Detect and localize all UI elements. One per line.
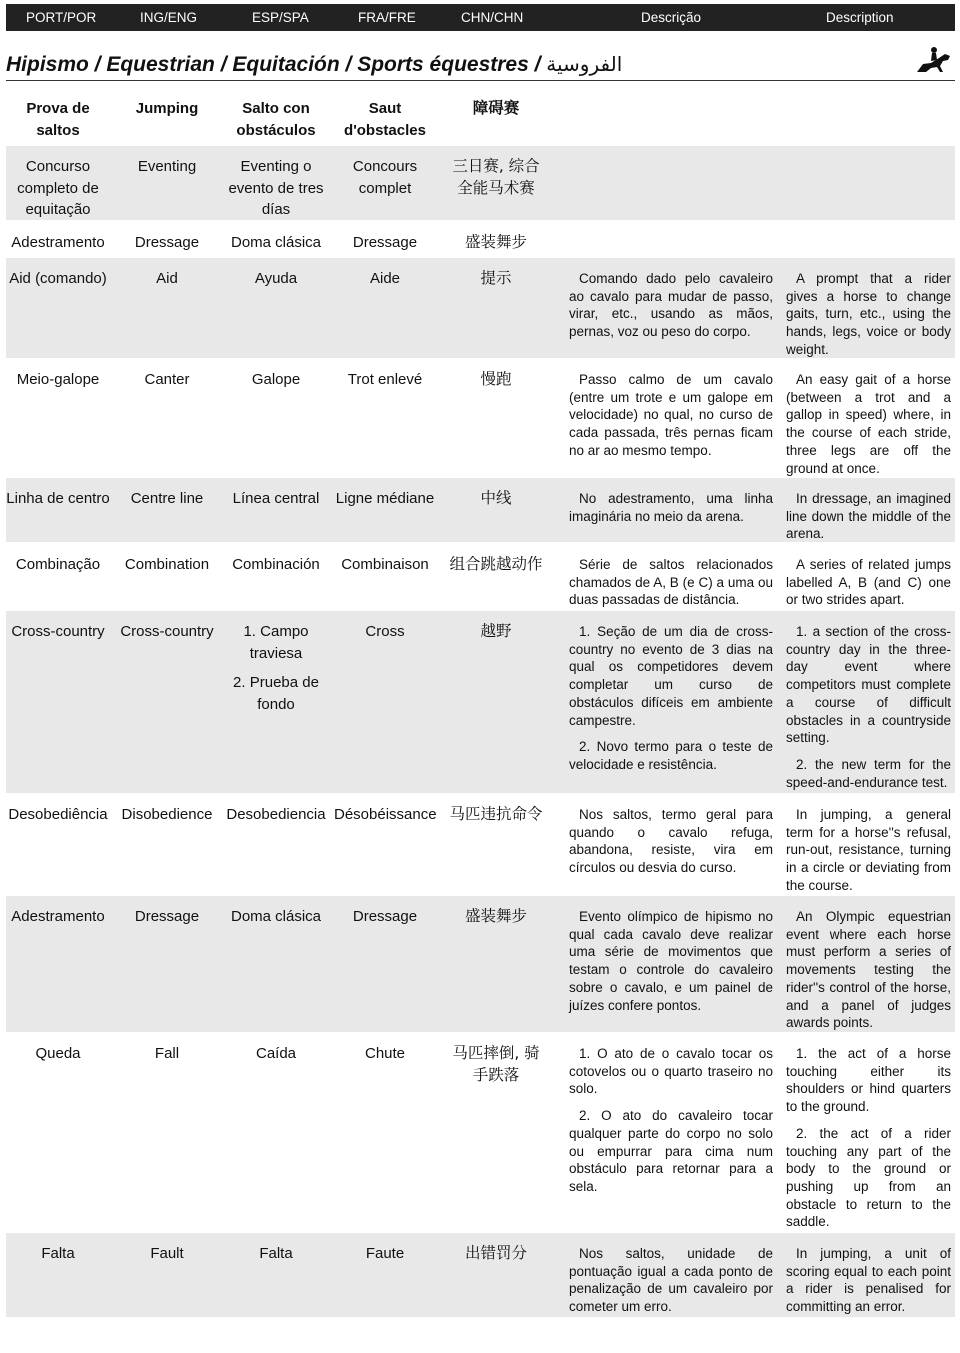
description-paragraph: 1. the act of a horse touching either its shoulders or hind quarters to the ground.: [786, 1046, 951, 1115]
term-fre: Cross: [365, 623, 405, 640]
term-spa-1: 1. Campo traviesa: [243, 623, 309, 662]
term-eng: Fall: [154, 1045, 180, 1062]
description-en: [786, 806, 951, 904]
term-chn: 马匹摔倒, 骑手跌落: [452, 1044, 540, 1084]
col-header-spa: ESP/SPA: [252, 10, 309, 25]
description-paragraph: 1. O ato de o cavalo tocar os cotovelos ou o quarto traseiro no solo.: [569, 1046, 773, 1097]
description-en: [786, 371, 951, 486]
description-paragraph: 2. O ato do cavaleiro tocar qualquer parte do corpo no solo ou empurrar para cima num obstáculo para retornar para a sela.: [569, 1108, 773, 1194]
term-spa: Caída: [255, 1045, 297, 1062]
term-spa: Galope: [251, 371, 301, 388]
description-paragraph: A series of related jumps labelled A, B (and C) one or two strides apart.: [786, 557, 951, 608]
term-por: Concurso completo de equitação: [17, 158, 99, 218]
description-pt: [569, 490, 773, 534]
description-en: [786, 623, 951, 800]
term-por: Meio-galope: [16, 371, 100, 388]
term-por: Linha de centro: [6, 490, 110, 507]
col-header-desc-en: Description: [826, 10, 894, 25]
term-por: Adestramento: [11, 234, 105, 251]
term-spa: Falta: [259, 1245, 293, 1262]
term-spa: Línea central: [232, 490, 320, 507]
term-chn: 组合跳越动作: [449, 555, 543, 573]
table-row: [6, 359, 955, 477]
description-pt: [569, 1045, 773, 1205]
term-fre: Désobéissance: [334, 806, 437, 823]
description-pt: [569, 270, 773, 350]
term-spa: Eventing o evento de tres días: [228, 158, 324, 218]
description-paragraph: Passo calmo de um cavalo (entre um trote e um galope em velocidade) no qual, no curso de cada passada, três pernas ficam no ar ao mesmo tempo.: [569, 372, 773, 458]
term-eng: Eventing: [137, 158, 197, 175]
term-eng: Jumping: [135, 100, 199, 117]
title-arabic: الفروسية: [546, 52, 623, 76]
table-row: [6, 146, 955, 220]
description-paragraph: 1. a section of the cross-country day in the three-day event where competitors must complete a course of difficult obstacles in a countryside setting.: [786, 624, 951, 746]
title-text: Hipismo / Equestrian / Equitación / Sports équestres /: [6, 53, 547, 76]
term-eng: Cross-country: [120, 623, 214, 640]
description-paragraph: In jumping, a general term for a horse''s refusal, run-out, resistance, turning in a circle or deviating from the course.: [786, 807, 951, 893]
description-en: [786, 556, 951, 618]
description-pt: [569, 806, 773, 886]
term-fre: Concours complet: [352, 158, 418, 197]
term-eng: Canter: [144, 371, 190, 388]
term-fre: Dressage: [352, 908, 418, 925]
description-paragraph: Evento olímpico de hipismo no qual cada cavalo deve realizar uma série de movimentos que testam o controle do cavaleiro sobre o cavalo, e um painel de juízes confere pontos.: [569, 909, 773, 1013]
term-spa: Salto con obstáculos: [236, 100, 316, 139]
term-fre: Dressage: [352, 234, 418, 251]
term-spa: Doma clásica: [230, 908, 322, 925]
description-paragraph: An Olympic equestrian event where each horse must perform a series of movements testing the rider''s control of the horse, and a panel of judges awards points.: [786, 909, 951, 1031]
description-paragraph: 1. Seção de um dia de cross-country no evento de 3 dias na qual os competidores devem completar um curso de obstáculos difíceis em ambiente campestre.: [569, 624, 773, 728]
table-row: [6, 478, 955, 542]
term-por: Queda: [35, 1045, 81, 1062]
table-row: [6, 1233, 955, 1317]
term-eng: Aid: [156, 270, 178, 287]
description-pt: [569, 908, 773, 1023]
term-eng: Dressage: [134, 908, 200, 925]
description-paragraph: Nos saltos, termo geral para quando o cavalo refuga, abandona, resiste, vira em círculos ou desvia do curso.: [569, 807, 773, 876]
term-eng: Dressage: [134, 234, 200, 251]
term-eng: Fault: [150, 1245, 184, 1262]
term-fre: Chute: [364, 1045, 406, 1062]
column-header-bar: [6, 4, 955, 31]
description-paragraph: Nos saltos, unidade de pontuação igual a cada ponto de penalização de um cavaleiro por cometer um erro.: [569, 1246, 773, 1315]
table-row: [6, 896, 955, 1032]
term-chn: 慢跑: [480, 370, 512, 388]
description-paragraph: 2. Novo termo para o teste de velocidade e resistência.: [569, 739, 773, 772]
col-header-desc-pt: Descrição: [641, 10, 702, 25]
description-paragraph: 2. the act of a rider touching any part of the body to the ground or pushing up from an obstacle to return to the saddle.: [786, 1125, 951, 1230]
description-paragraph: In jumping, a unit of scoring equal to each point a rider is penalised for committing an error.: [786, 1246, 951, 1315]
table-row: [6, 611, 955, 793]
description-pt: [569, 623, 773, 783]
description-en: [786, 1245, 951, 1325]
term-fre: Saut d'obstacles: [344, 100, 426, 139]
table-row: [6, 1033, 955, 1231]
term-spa: Combinación: [232, 556, 320, 573]
term-fre: Aide: [369, 270, 401, 287]
term-spa: Ayuda: [254, 270, 298, 287]
term-chn: 提示: [480, 269, 512, 287]
term-por: Combinação: [15, 556, 101, 573]
term-por: Adestramento: [11, 908, 105, 925]
col-header-por: PORT/POR: [26, 10, 97, 25]
col-header-fre: FRA/FRE: [358, 10, 416, 25]
term-spa: [222, 621, 330, 715]
description-paragraph: Comando dado pelo cavaleiro ao cavalo para mudar de passo, virar, etc., usando as mãos, pernas, voz ou peso do corpo.: [569, 271, 773, 340]
description-en: [786, 270, 951, 368]
col-header-eng: ING/ENG: [140, 10, 198, 25]
term-fre: Combinaison: [341, 556, 429, 573]
description-en: [786, 908, 951, 1041]
term-eng: Centre line: [130, 490, 204, 507]
term-spa-2: 2. Prueba de fondo: [233, 674, 319, 713]
term-chn: 马匹违抗命令: [449, 805, 543, 823]
term-chn: 盛装舞步: [464, 233, 527, 251]
term-chn: 盛装舞步: [464, 907, 527, 925]
term-chn: 出错罚分: [464, 1244, 527, 1262]
table-row: [6, 794, 955, 895]
table-row: [6, 544, 955, 610]
description-paragraph: 2. the new term for the speed-and-endurance test.: [786, 756, 951, 790]
term-fre: Ligne médiane: [335, 490, 435, 507]
term-por: Aid (comando): [9, 270, 107, 287]
description-pt: [569, 1245, 773, 1325]
description-paragraph: Série de saltos relacionados chamados de A, B (e C) a uma ou duas passadas de distância.: [569, 557, 773, 608]
term-fre: Faute: [365, 1245, 405, 1262]
table-row: [6, 258, 955, 358]
table-row: [6, 222, 955, 256]
term-chn: 中线: [480, 489, 512, 507]
term-chn: 越野: [480, 622, 512, 640]
term-eng: Disobedience: [121, 806, 213, 823]
term-chn: 三日赛, 综合全能马术赛: [452, 157, 540, 197]
term-fre: Trot enlevé: [347, 371, 423, 388]
term-chn: 障碍赛: [472, 99, 520, 117]
description-paragraph: In dressage, an imagined line down the middle of the arena.: [786, 491, 951, 542]
page-title: [6, 46, 955, 81]
term-por: Prova de saltos: [26, 100, 90, 139]
term-por: Falta: [41, 1245, 75, 1262]
table-row: [6, 88, 955, 144]
description-paragraph: A prompt that a rider gives a horse to change gaits, turn, etc., using the hands, legs, voice or body weight.: [786, 271, 951, 357]
equestrian-pictogram-icon: [913, 44, 953, 76]
term-por: Desobediência: [8, 806, 108, 823]
description-en: [786, 490, 951, 552]
term-spa: Doma clásica: [230, 234, 322, 251]
term-eng: Combination: [124, 556, 210, 573]
description-pt: [569, 556, 773, 618]
term-por: Cross-country: [11, 623, 105, 640]
col-header-chn: CHN/CHN: [461, 10, 524, 25]
description-paragraph: An easy gait of a horse (between a trot and a gallop in speed) where, in the course of each stride, three legs are off the ground at once.: [786, 372, 951, 476]
term-spa: Desobediencia: [226, 806, 326, 823]
description-paragraph: No adestramento, uma linha imaginária no meio da arena.: [569, 491, 773, 524]
description-pt: [569, 371, 773, 469]
description-en: [786, 1045, 951, 1240]
